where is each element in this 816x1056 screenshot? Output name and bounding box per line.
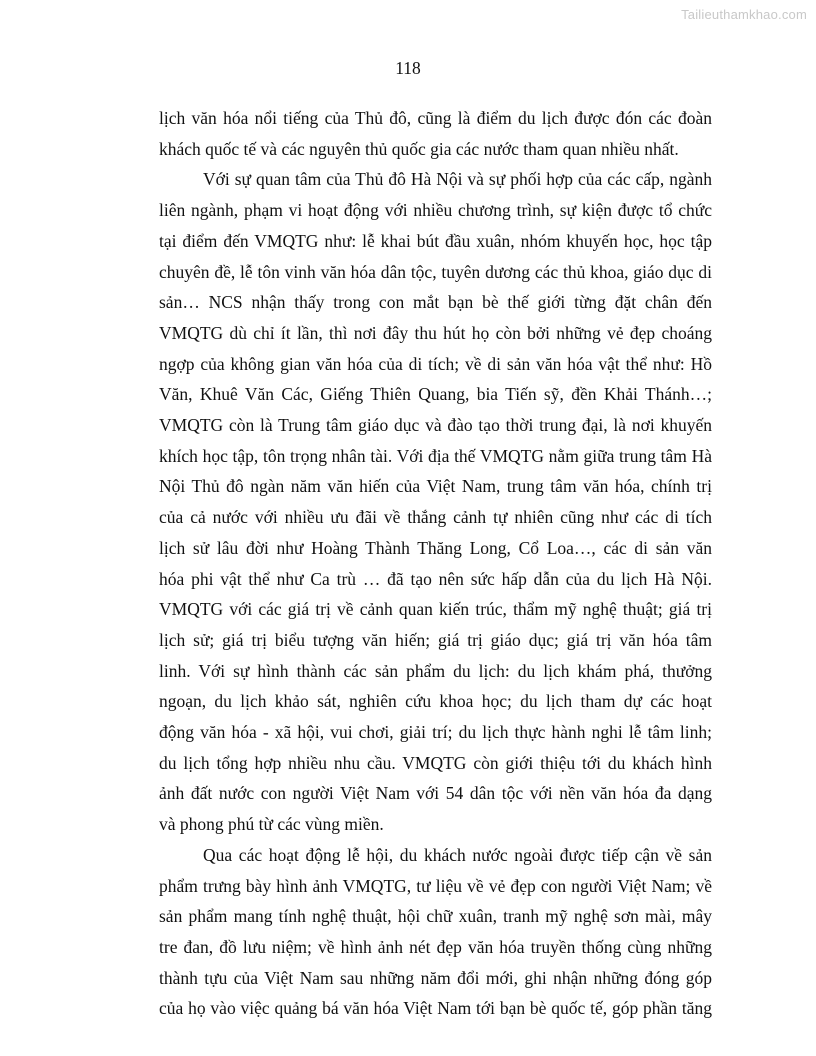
text-line: thành tựu của Việt Nam sau những năm đổi mới, ghi nhận những đóng góp: [159, 967, 712, 988]
text-line: Văn, Khuê Văn Các, Giếng Thiên Quang, bia Tiến sỹ, đền Khải Thánh…;: [159, 384, 712, 405]
text-line: VMQTG với các giá trị về cảnh quan kiến trúc, thẩm mỹ nghệ thuật; giá trị: [159, 599, 712, 620]
watermark-text: Tailieuthamkhao.com: [681, 7, 807, 22]
text-line: liên ngành, phạm vi hoạt động với nhiều chương trình, sự kiện được tổ chức: [159, 200, 712, 221]
text-line: Qua các hoạt động lễ hội, du khách nước ngoài được tiếp cận về sản: [203, 844, 712, 865]
text-line: linh. Với sự hình thành các sản phẩm du lịch: du lịch khám phá, thưởng: [159, 660, 712, 681]
text-line: phẩm trưng bày hình ảnh VMQTG, tư liệu về vẻ đẹp con người Việt Nam; về: [159, 875, 712, 896]
text-line: lịch sử lâu đời như Hoàng Thành Thăng Long, Cổ Loa…, các di sản văn: [159, 537, 712, 558]
text-line: VMQTG dù chỉ ít lần, thì nơi đây thu hút họ còn bởi những vẻ đẹp choáng: [159, 322, 712, 343]
text-line: và phong phú từ các vùng miền.: [159, 814, 384, 835]
text-line: sản phẩm mang tính nghệ thuật, hội chữ xuân, tranh mỹ nghệ sơn mài, mây: [159, 906, 712, 927]
text-line: chuyên đề, lễ tôn vinh văn hóa dân tộc, tuyên dương các thủ khoa, giáo dục di: [159, 261, 712, 282]
document-body: [159, 103, 712, 1024]
text-line: lịch sử; giá trị biểu tượng văn hiến; giá trị giáo dục; giá trị văn hóa tâm: [159, 629, 712, 650]
text-line: khách quốc tế và các nguyên thủ quốc gia các nước tham quan nhiều nhất.: [159, 138, 679, 159]
text-line: của cả nước với nhiều ưu đãi về thắng cảnh tự nhiên cũng như các di tích: [159, 507, 712, 528]
text-line: tre đan, đồ lưu niệm; về hình ảnh nét đẹp văn hóa truyền thống cùng những: [159, 936, 712, 957]
text-line: ảnh đất nước con người Việt Nam với 54 dân tộc với nền văn hóa đa dạng: [159, 783, 712, 804]
text-line: Nội Thủ đô ngàn năm văn hiến của Việt Nam, trung tâm văn hóa, chính trị: [159, 476, 712, 497]
text-line: khích học tập, tôn trọng nhân tài. Với địa thế VMQTG nằm giữa trung tâm Hà: [159, 445, 712, 466]
text-line: du lịch tổng hợp nhiều nhu cầu. VMQTG còn giới thiệu tới du khách hình: [159, 752, 712, 773]
text-line: ngợp của không gian văn hóa của di tích; về di sản văn hóa vật thể như: Hồ: [159, 353, 712, 374]
text-line: VMQTG còn là Trung tâm giáo dục và đào tạo thời trung đại, là nơi khuyến: [159, 415, 712, 436]
text-line: Với sự quan tâm của Thủ đô Hà Nội và sự phối hợp của các cấp, ngành: [203, 169, 712, 190]
paragraph-3: [159, 840, 712, 1024]
page-number: 118: [395, 58, 421, 78]
text-line: hóa phi vật thể như Ca trù … đã tạo nên sức hấp dẫn của du lịch Hà Nội.: [159, 568, 712, 589]
text-line: sản… NCS nhận thấy trong con mắt bạn bè thế giới từng đặt chân đến: [159, 292, 712, 313]
text-line: ngoạn, du lịch khảo sát, nghiên cứu khoa học; du lịch tham dự các hoạt: [159, 691, 712, 712]
text-line: động văn hóa - xã hội, vui chơi, giải trí; du lịch thực hành nghi lễ tâm linh;: [159, 722, 712, 743]
text-line: của họ vào việc quảng bá văn hóa Việt Nam tới bạn bè quốc tế, góp phần tăng: [159, 998, 712, 1019]
paragraph-1: [159, 103, 712, 164]
paragraph-2: [159, 164, 712, 839]
text-line: lịch văn hóa nổi tiếng của Thủ đô, cũng là điểm du lịch được đón các đoàn: [159, 108, 712, 128]
text-line: tại điểm đến VMQTG như: lễ khai bút đầu xuân, nhóm khuyến học, học tập: [159, 230, 712, 251]
